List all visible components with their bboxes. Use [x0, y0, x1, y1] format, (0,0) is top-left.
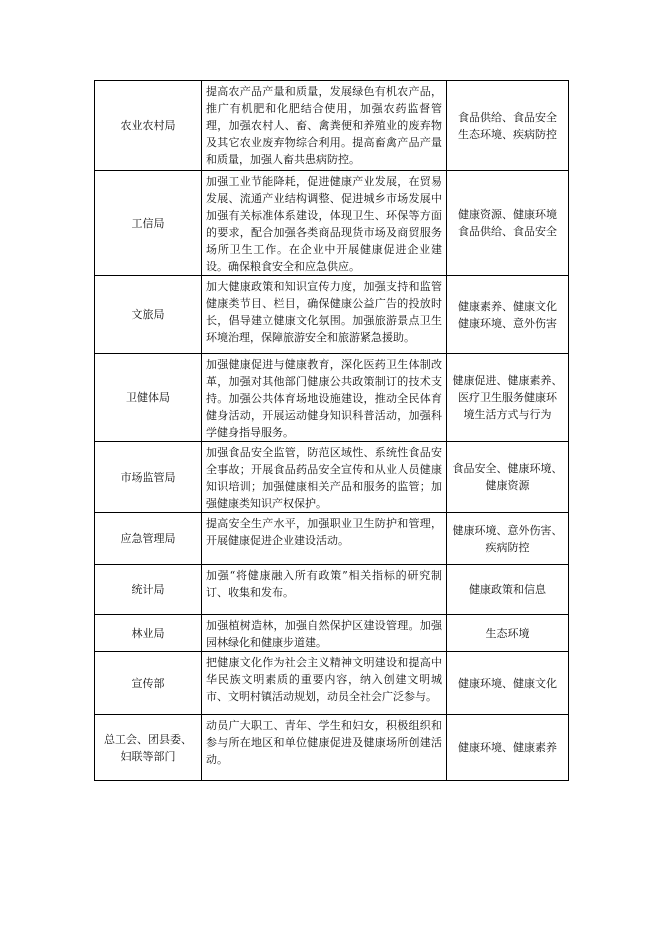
fields-cell	[447, 715, 569, 781]
department-cell: 市场监管局	[95, 442, 202, 513]
department-cell: 农业农村局	[95, 81, 202, 171]
field-line: 健康促进、健康素养、	[452, 374, 563, 387]
field-line: 疾病防控	[485, 540, 530, 554]
department-line: 妇联等部门	[120, 749, 176, 763]
department-cell: 文旅局	[95, 276, 202, 354]
field-line: 健康资源、健康环境	[458, 208, 557, 221]
fields-cell	[447, 442, 569, 513]
department-cell: 卫健体局	[95, 354, 202, 442]
table-row	[95, 652, 569, 715]
fields-cell	[447, 81, 569, 171]
field-line: 食品供给、食品安全	[458, 225, 557, 238]
measures-cell: 加大健康政策和知识宣传力度，加强支持和监管健康类节目、栏目，确保健康公益广告的投放时长，倡导建立健康文化氛围。加强旅游景点卫生环境治理，保障旅游安全和旅游紧急援助。	[202, 276, 447, 354]
fields-cell	[447, 615, 569, 652]
department-duty-table	[94, 80, 569, 781]
department-line: 总工会、团县委、	[104, 732, 192, 746]
department-cell: 应急管理局	[95, 513, 202, 565]
field-line: 境生活方式与行为	[463, 408, 552, 421]
table-row	[95, 81, 569, 171]
department-cell: 工信局	[95, 171, 202, 276]
measures-cell: 加强健康促进与健康教育，深化医药卫生体制改革，加强对其他部门健康公共政策制订的技术支持。加强公共体育场地设施建设，推动全民体育健身活动，开展运动健身知识科普活动，加强科学健身指导服务。	[202, 354, 447, 442]
table-row	[95, 715, 569, 781]
field-line: 健康环境、意外伤害	[458, 316, 557, 330]
field-line: 健康政策和信息	[469, 583, 546, 596]
fields-cell	[447, 276, 569, 354]
measures-cell: 提高安全生产水平，加强职业卫生防护和管理，开展健康促进企业建设活动。	[202, 513, 447, 565]
measures-cell: 加强工业节能降耗，促进健康产业发展，在贸易发展、流通产业结构调整、促进城乡市场发展中加强有关标准体系建设，体现卫生、环保等方面的要求，配合加强各类商品现货市场及商贸服务场所卫生工作。在企业中开展健康促进企业建设。确保粮食安全和应急供应。	[202, 171, 447, 276]
department-cell: 统计局	[95, 565, 202, 615]
fields-cell	[447, 171, 569, 276]
field-line: 健康资源	[485, 479, 530, 492]
field-line: 食品供给、食品安全	[458, 110, 557, 124]
table-row	[95, 171, 569, 276]
table-row	[95, 354, 569, 442]
measures-cell: 加强食品安全监管，防范区域性、系统性食品安全事故；开展食品药品安全宣传和从业人员健康知识培训；加强健康相关产品和服务的监管；加强健康类知识产权保护。	[202, 442, 447, 513]
department-cell: 林业局	[95, 615, 202, 652]
fields-cell	[447, 354, 569, 442]
table-row	[95, 513, 569, 565]
field-line: 健康环境、健康素养	[458, 741, 557, 754]
table-row	[95, 565, 569, 615]
table-row	[95, 276, 569, 354]
field-line: 健康环境、健康文化	[458, 676, 557, 690]
measures-cell: 加强“将健康融入所有政策”相关指标的研究制订、收集和发布。	[202, 565, 447, 615]
fields-cell	[447, 513, 569, 565]
table-row	[95, 615, 569, 652]
fields-cell	[447, 565, 569, 615]
field-line: 生态环境	[485, 626, 530, 640]
field-line: 医疗卫生服务健康环	[458, 391, 557, 404]
measures-cell: 动员广大职工、青年、学生和妇女，积极组织和参与所在地区和单位健康促进及健康场所创建活动。	[202, 715, 447, 781]
measures-cell: 提高农产品产量和质量，发展绿色有机农产品，推广有机肥和化肥结合使用，加强农药监督管理，加强农村人、畜、禽粪便和养殖业的废弃物及其它农业废弃物综合利用。提高畜禽产品产量和质量，加强人畜共患病防控。	[202, 81, 447, 171]
field-line: 食品安全、健康环境、	[452, 462, 563, 475]
field-line: 健康素养、健康文化	[458, 299, 557, 313]
measures-cell: 加强植树造林，加强自然保护区建设管理。加强园林绿化和健康步道建。	[202, 615, 447, 652]
table-row	[95, 442, 569, 513]
field-line: 生态环境、疾病防控	[458, 127, 557, 141]
fields-cell	[447, 652, 569, 715]
field-line: 健康环境、意外伤害、	[452, 523, 563, 537]
department-cell: 宣传部	[95, 652, 202, 715]
measures-cell: 把健康文化作为社会主义精神文明建设和提高中华民族文明素质的重要内容，纳入创建文明城市、文明村镇活动规划，动员全社会广泛参与。	[202, 652, 447, 715]
department-cell	[95, 715, 202, 781]
